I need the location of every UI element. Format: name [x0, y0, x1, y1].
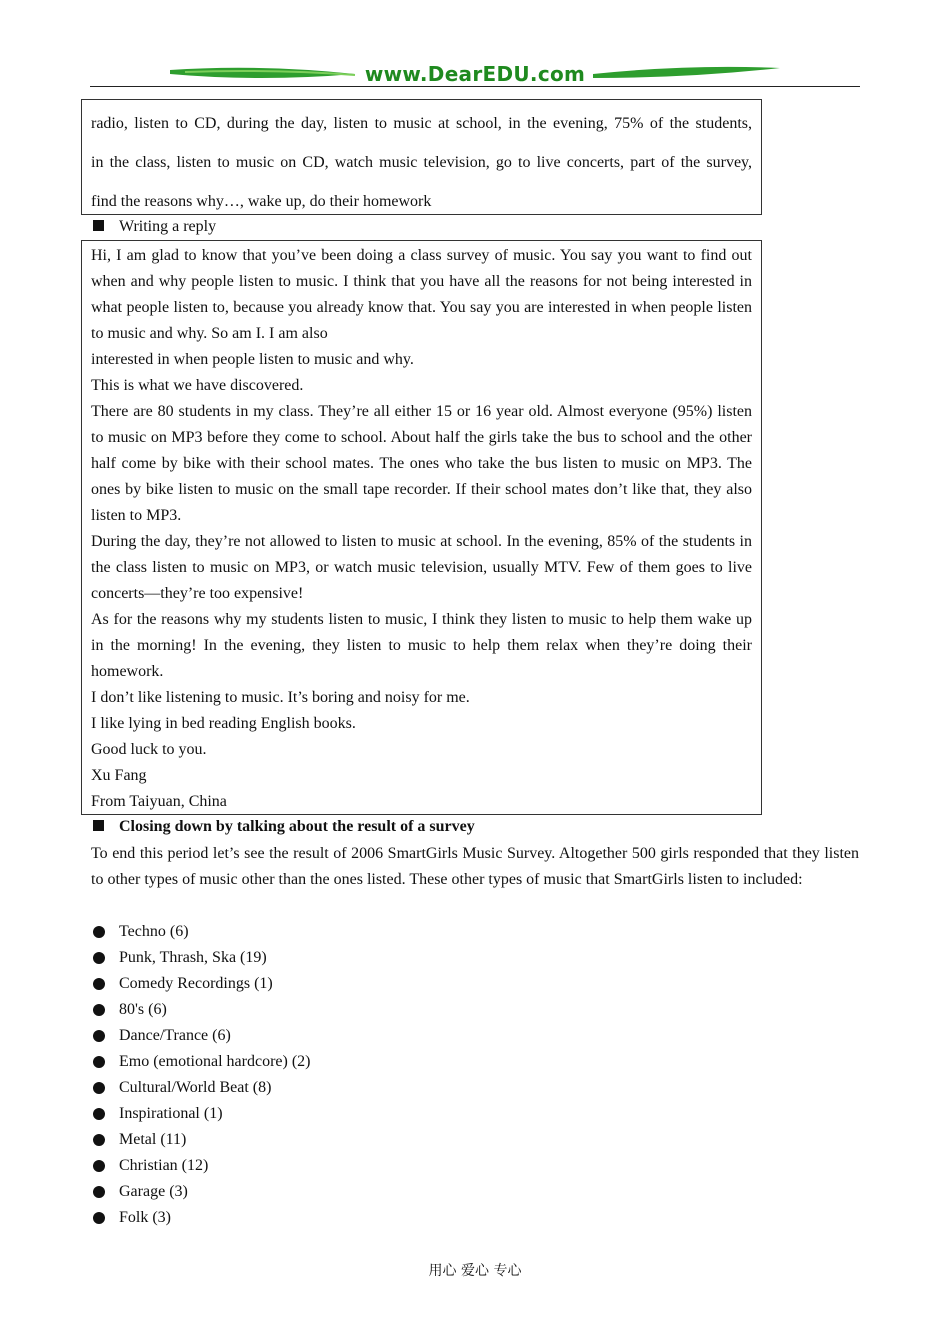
list-item — [91, 1153, 310, 1179]
list-item — [91, 1075, 310, 1101]
list-item — [91, 1101, 310, 1127]
survey-intro-paragraph — [91, 841, 859, 893]
reply-paragraph: I don’t like listening to music. It’s boring and noisy for me. — [91, 689, 470, 706]
reply-paragraph: As for the reasons why my students listen to music, I think they listen to music to help them wake up in the morning! In the evening, they listen to music to help them relax when they’re doing their homework. — [91, 611, 752, 680]
genre-label: Inspirational (1) — [119, 1105, 223, 1122]
bullet-dot-icon — [93, 1082, 105, 1094]
genre-label: Dance/Trance (6) — [119, 1027, 231, 1044]
reply-signature: Xu Fang — [91, 767, 147, 784]
genre-label: Metal (11) — [119, 1131, 187, 1148]
header-rule — [90, 86, 860, 87]
vocab-line: in the class, listen to music on CD, watch music television, go to live concerts, part of the survey, — [91, 154, 752, 171]
reply-paragraph: Hi, I am glad to know that you’ve been doing a class survey of music. You say you want to find out when and why people listen to music. I think that you have all the reasons for not being interested in what people listen to, because you already know that. You say you are interested in when people listen to music and why. So am I. I am also — [91, 247, 752, 342]
reply-paragraph: interested in when people listen to music and why. — [91, 351, 414, 368]
site-logo-text[interactable]: www.DearEDU.com — [364, 62, 586, 86]
bullet-dot-icon — [93, 978, 105, 990]
reply-paragraph: I like lying in bed reading English books. — [91, 715, 356, 732]
bullet-dot-icon — [93, 1056, 105, 1068]
genre-label: Comedy Recordings (1) — [119, 975, 273, 992]
bullet-dot-icon — [93, 1004, 105, 1016]
list-item — [91, 1205, 310, 1231]
vocab-line: find the reasons why…, wake up, do their homework — [91, 193, 432, 210]
list-item — [91, 919, 310, 945]
reply-paragraph: This is what we have discovered. — [91, 377, 304, 394]
list-item — [91, 945, 310, 971]
list-item — [91, 1127, 310, 1153]
section-title: Writing a reply — [119, 218, 217, 235]
page-header — [90, 60, 860, 90]
genre-label: Techno (6) — [119, 923, 189, 940]
genre-label: Emo (emotional hardcore) (2) — [119, 1053, 311, 1070]
page-footer: 用心 爱心 专心 — [428, 1263, 522, 1279]
bullet-dot-icon — [93, 1186, 105, 1198]
vocabulary-box — [81, 99, 762, 215]
genre-label: Garage (3) — [119, 1183, 188, 1200]
bullet-dot-icon — [93, 1134, 105, 1146]
reply-paragraph: There are 80 students in my class. They’re all either 15 or 16 year old. Almost everyone (95%) listen to music on MP3 before they come to school. About half the girls take the bus to school and the other half come by bike with their school mates. The ones who take the bus listen to music on MP3. The ones by bike listen to music on the small tape recorder. If their school mates don’t like that, they also listen to MP3. — [91, 403, 752, 524]
genre-label: Cultural/World Beat (8) — [119, 1079, 272, 1096]
list-item — [91, 971, 310, 997]
section-heading-writing — [93, 218, 216, 236]
bullet-dot-icon — [93, 1160, 105, 1172]
square-bullet-icon — [93, 820, 104, 831]
bullet-dot-icon — [93, 1108, 105, 1120]
bullet-dot-icon — [93, 926, 105, 938]
vocab-line: radio, listen to CD, during the day, listen to music at school, in the evening, 75% of the students, — [91, 115, 752, 132]
genre-list — [91, 919, 310, 1231]
bullet-dot-icon — [93, 1212, 105, 1224]
genre-label: 80's (6) — [119, 1001, 167, 1018]
genre-label: Punk, Thrash, Ska (19) — [119, 949, 267, 966]
bullet-dot-icon — [93, 952, 105, 964]
reply-paragraph: Good luck to you. — [91, 741, 207, 758]
list-item — [91, 1179, 310, 1205]
section-title: Closing down by talking about the result of a survey — [119, 818, 475, 835]
genre-label: Folk (3) — [119, 1209, 171, 1226]
reply-location: From Taiyuan, China — [91, 793, 227, 810]
list-item — [91, 1023, 310, 1049]
list-item — [91, 1049, 310, 1075]
genre-label: Christian (12) — [119, 1157, 209, 1174]
reply-letter-box — [81, 240, 762, 815]
reply-paragraph: During the day, they’re not allowed to listen to music at school. In the evening, 85% of the students in the class listen to music on MP3, or watch music television, usually MTV. Few of them goes to live concerts—they’re too expensive! — [91, 533, 752, 602]
bullet-dot-icon — [93, 1030, 105, 1042]
list-item — [91, 997, 310, 1023]
square-bullet-icon — [93, 220, 104, 231]
survey-intro-text: To end this period let’s see the result of 2006 SmartGirls Music Survey. Altogether 500 girls responded that they listen to other types of music other than the ones listed. These other types of music that SmartGirls listen to included: — [91, 845, 859, 888]
section-heading-closing — [93, 818, 475, 836]
